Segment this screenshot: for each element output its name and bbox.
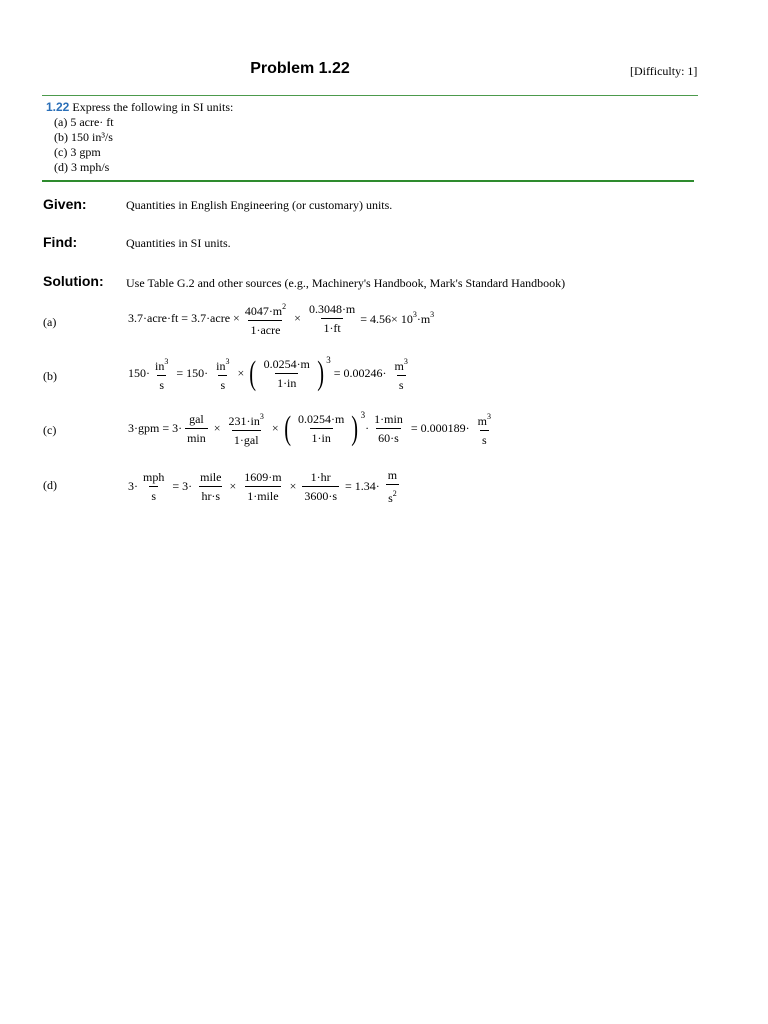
eq-c-frac-3: $\frac{1\cdot\min}{60\cdot s}$ (374, 412, 403, 445)
part-d-label: (d) (43, 478, 57, 492)
problem-number: 1.22 (46, 100, 70, 114)
equation-b: 150· $\frac{in^3}{s}$ = 150· $\frac{in^3}{s}$ × ( $\frac{0.0254\cdot m}{1\cdot in}$ ) 3 = 0.00246· $\frac{m^3}{s}$ (128, 354, 408, 392)
eq-d-result-frac: $\frac{m}{s^2}$ (387, 468, 398, 505)
eq-a-result: = $4.56\times 10^3\cdot m^3$ (360, 310, 435, 326)
eq-c-result-frac: $\frac{m^3}{s}$ (477, 412, 491, 447)
eq-c-frac-1: $\frac{\text{gal}}{\min}$ (187, 412, 206, 445)
part-a-label: (a) (43, 315, 57, 329)
problem-text: Express the following in SI units: (72, 100, 234, 114)
eq-d-frac-4: $\frac{1\cdot hr}{3600\cdot s}$ (304, 470, 338, 503)
given-text: Quantities in English Engineering (or customary) units. (126, 198, 393, 212)
eq-c-paren-group: ( $\frac{0.0254\cdot m}{1\cdot in}$ ) 3 (283, 409, 366, 447)
eq-a-lhs: 3.7·acre·ft = 3.7·acre × (128, 311, 240, 325)
equation-a: 3.7·acre·ft = 3.7·acre × $\frac{4047\cdot m^2}{\text{1·acre}}$ × $\frac{0.3048\cdot m}{1\cdot ft}$ = $4.56\times 10^3\cdot m^3$ (128, 302, 435, 337)
eq-b-frac-2: $\frac{in^3}{s}$ (216, 357, 230, 392)
eq-d-frac-3: $\frac{1609\cdot m}{\text{1·mile}}$ (244, 470, 282, 503)
equation-d: 3· $\frac{\text{mph}}{s}$ = 3· $\frac{\text{mile}}{hr\cdot s}$ × $\frac{1609\cdot m}{\text{1·mile}}$ × $\frac{1\cdot hr}{3600\cdot s}$ = 1.34· $\frac{m}{s^2}$ (128, 468, 398, 505)
given-label: Given: (43, 196, 87, 212)
problem-statement (46, 100, 233, 175)
top-divider (42, 95, 698, 96)
eq-d-frac-1: $\frac{\text{mph}}{s}$ (143, 470, 165, 503)
solution-label: Solution: (43, 273, 104, 289)
solution-text: Use Table G.2 and other sources (e.g., Machinery's Handbook, Mark's Standard Handbook) (126, 276, 566, 290)
eq-a-frac-2: $\frac{0.3048\cdot m}{1\cdot ft}$ (308, 302, 356, 335)
part-c-label: (c) (43, 423, 57, 437)
problem-item-a: (a) 5 acre· ft (54, 115, 114, 129)
find-label: Find: (43, 234, 78, 250)
eq-b-paren-group: ( $\frac{0.0254\cdot m}{1\cdot in}$ ) 3 (249, 354, 331, 392)
page-title: Problem 1.22 (250, 60, 350, 77)
difficulty-label: [Difficulty: 1] (630, 64, 698, 78)
part-b-label: (b) (43, 369, 57, 383)
problem-item-c: (c) 3 gpm (54, 145, 101, 159)
problem-item-b: (b) 150 in³/s (54, 130, 113, 144)
eq-d-frac-2: $\frac{\text{mile}}{hr\cdot s}$ (200, 470, 222, 503)
find-text: Quantities in SI units. (126, 236, 231, 250)
eq-b-frac-1: $\frac{in^3}{s}$ (155, 357, 169, 392)
eq-b-result-frac: $\frac{m^3}{s}$ (394, 357, 408, 392)
problem-item-d: (d) 3 mph/s (54, 160, 110, 174)
eq-c-frac-2: $\frac{231\cdot in^3}{\text{1·gal}}$ (228, 412, 264, 447)
bottom-divider (42, 180, 694, 182)
eq-a-frac-1: $\frac{4047\cdot m^2}{\text{1·acre}}$ (244, 302, 287, 337)
equation-c: 3·gpm = 3· $\frac{\text{gal}}{\min}$ × $\frac{231\cdot in^3}{\text{1·gal}}$ × ( $\frac{0.0254\cdot m}{1\cdot in}$ ) 3 · $\frac{1\cdot\min}{60\cdot s}$ = 0.000189· $\frac{m^3}{s}$ (128, 409, 491, 447)
